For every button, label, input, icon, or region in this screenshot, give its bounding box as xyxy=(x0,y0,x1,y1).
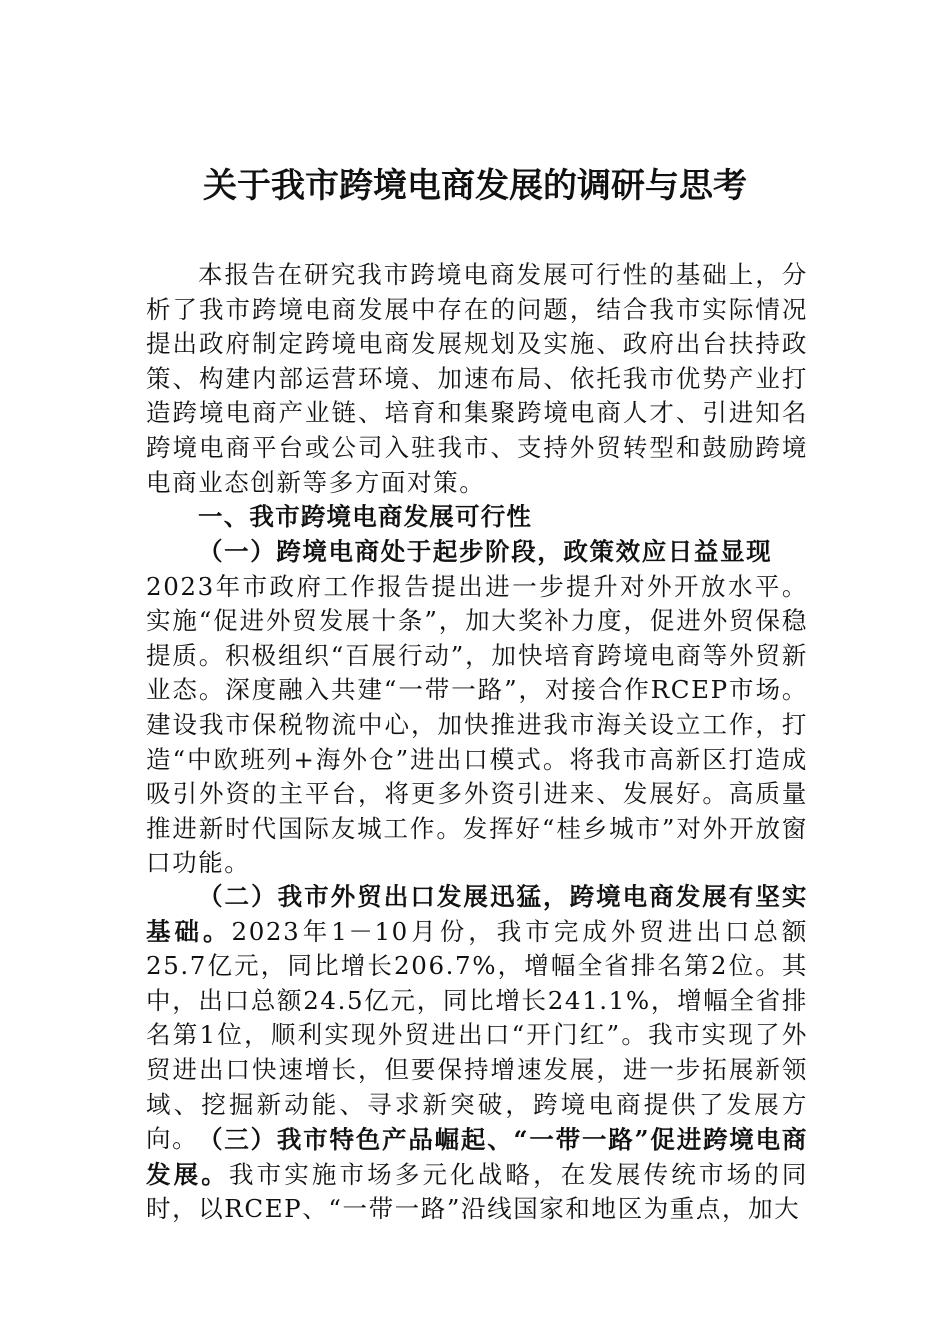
subsection-1-heading: （一）跨境电商处于起步阶段，政策效应日益显现 xyxy=(198,537,773,566)
subsection-1-paragraph xyxy=(146,535,808,881)
subsection-3-heading: （三）我市特色产品崛起、“一带一路”促进跨境电商发展。 xyxy=(146,1125,808,1189)
section-heading-1: 一、我市跨境电商发展可行性 xyxy=(198,502,533,531)
subsection-2-paragraph xyxy=(146,880,808,1157)
subsection-2-text: 2023年1－10月份，我市完成外贸进出口总额25.7亿元，同比增长206.7%，增幅全省排名第2位。其中，出口总额24.5亿元，同比增长241.1%，增幅全省排名第1位，顺利实现外贸进出口“开门红”。我市实现了外贸进出口快速增长，但要保持增速发展，进一步拓展新领域、挖掘新动能、寻求新突破，跨境电商提供了发展方向。 xyxy=(146,916,808,1154)
abstract-paragraph: 本报告在研究我市跨境电商发展可行性的基础上，分析了我市跨境电商发展中存在的问题，结合我市实际情况提出政府制定跨境电商发展规划及实施、政府出台扶持政策、构建内部运营环境、加速布局、依托我市优势产业打造跨境电商产业链、培育和集聚跨境电商人才、引进知名跨境电商平台或公司入驻我市、支持外贸转型和鼓励跨境电商业态创新等多方面对策。 xyxy=(146,260,808,497)
subsection-3-text: 我市实施市场多元化战略，在发展传统市场的同时，以RCEP、“一带一路”沿线国家和地区为重点，加大 xyxy=(146,1159,808,1224)
subsection-3-paragraph xyxy=(146,1123,808,1227)
document-title: 关于我市跨境电商发展的调研与思考 xyxy=(203,166,747,206)
subsection-1-text: 2023年市政府工作报告提出进一步提升对外开放水平。实施“促进外贸发展十条”，加大奖补力度，促进外贸保稳提质。积极组织“百展行动”，加快培育跨境电商等外贸新业态。深度融入共建“一带一路”，对接合作RCEP市场。建设我市保税物流中心，加快推进我市海关设立工作，打造“中欧班列+海外仓”进出口模式。将我市高新区打造成吸引外资的主平台，将更多外资引进来、发展好。高质量推进新时代国际友城工作。发挥好“桂乡城市”对外开放窗口功能。 xyxy=(146,571,808,878)
subsection-2-heading: （二）我市外贸出口发展迅猛，跨境电商发展有坚实基础。 xyxy=(146,882,808,946)
